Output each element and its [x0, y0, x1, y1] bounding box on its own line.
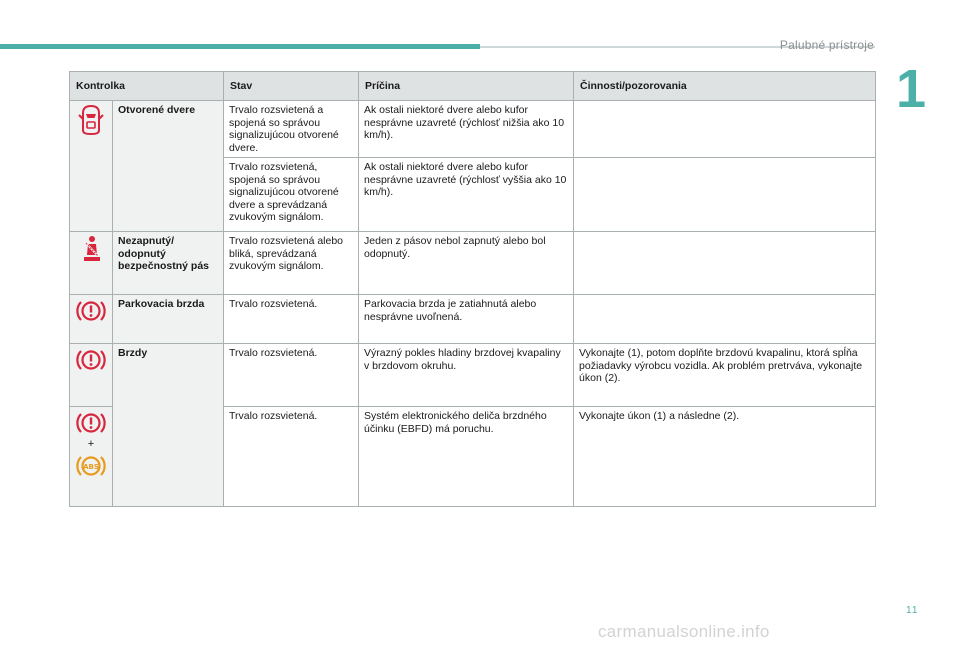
state-cell: Trvalo rozsvietená.	[224, 407, 359, 507]
table-header-row	[70, 72, 876, 101]
action-cell	[574, 158, 876, 232]
column-header: Príčina	[359, 72, 574, 101]
icon-cell	[70, 407, 113, 507]
column-header: Stav	[224, 72, 359, 101]
page-number: 11	[906, 605, 919, 616]
section-title: Palubné prístroje	[779, 38, 874, 52]
cause-cell: Ak ostali niektoré dvere alebo kufor nesprávne uzavreté (rýchlosť vyššia ako 10 km/h).	[359, 158, 574, 232]
seatbelt-icon	[75, 235, 107, 263]
table-row	[70, 295, 876, 344]
table-row	[70, 344, 876, 407]
cause-cell: Parkovacia brzda je zatiahnutá alebo nesprávne uvoľnená.	[359, 295, 574, 344]
warning-name: Nezapnutý/ odopnutý bezpečnostný pás	[113, 232, 224, 295]
brake-warning-icon	[75, 298, 107, 324]
action-cell: Vykonajte (1), potom doplňte brzdovú kvapalinu, ktorá spĺňa požiadavky výrobcu vozidla. Ak problém pretrváva, vykonajte úkon (2).	[574, 344, 876, 407]
state-cell: Trvalo rozsvietená.	[224, 295, 359, 344]
state-cell: Trvalo rozsvietená alebo bliká, sprevádzaná zvukovým signálom.	[224, 232, 359, 295]
cause-cell: Výrazný pokles hladiny brzdovej kvapaliny v brzdovom okruhu.	[359, 344, 574, 407]
state-cell: Trvalo rozsvietená.	[224, 344, 359, 407]
action-cell	[574, 232, 876, 295]
plus-sign: +	[87, 438, 95, 450]
column-header: Činnosti/pozorovania	[574, 72, 876, 101]
brake-warning-icon	[75, 347, 107, 373]
column-header: Kontrolka	[70, 72, 224, 101]
table-row	[70, 232, 876, 295]
cause-cell: Ak ostali niektoré dvere alebo kufor nesprávne uzavreté (rýchlosť nižšia ako 10 km/h).	[359, 101, 574, 158]
action-cell: Vykonajte úkon (1) a následne (2).	[574, 407, 876, 507]
warning-name: Brzdy	[113, 344, 224, 507]
icon-cell	[70, 232, 113, 295]
icon-cell	[70, 344, 113, 407]
svg-text:ABS: ABS	[83, 462, 99, 471]
action-cell	[574, 295, 876, 344]
open-door-icon	[75, 104, 107, 136]
state-cell: Trvalo rozsvietená, spojená so správou signalizujúcou otvorené dvere a sprevádzaná zvukovým signálom.	[224, 158, 359, 232]
abs-icon	[75, 453, 107, 479]
cause-cell: Systém elektronického deliča brzdného účinku (EBFD) má poruchu.	[359, 407, 574, 507]
action-cell	[574, 101, 876, 158]
cause-cell: Jeden z pásov nebol zapnutý alebo bol odopnutý.	[359, 232, 574, 295]
chapter-number: 1	[896, 59, 927, 119]
header-accent-rule	[0, 44, 480, 49]
warning-name: Otvorené dvere	[113, 101, 224, 232]
table-row	[70, 101, 876, 158]
state-cell: Trvalo rozsvietená a spojená so správou signalizujúcou otvorené dvere.	[224, 101, 359, 158]
icon-cell	[70, 101, 113, 232]
brake-warning-icon	[75, 410, 107, 436]
warning-name: Parkovacia brzda	[113, 295, 224, 344]
warning-lights-table	[69, 71, 876, 507]
icon-cell	[70, 295, 113, 344]
watermark: carmanualsonline.info	[598, 622, 770, 641]
